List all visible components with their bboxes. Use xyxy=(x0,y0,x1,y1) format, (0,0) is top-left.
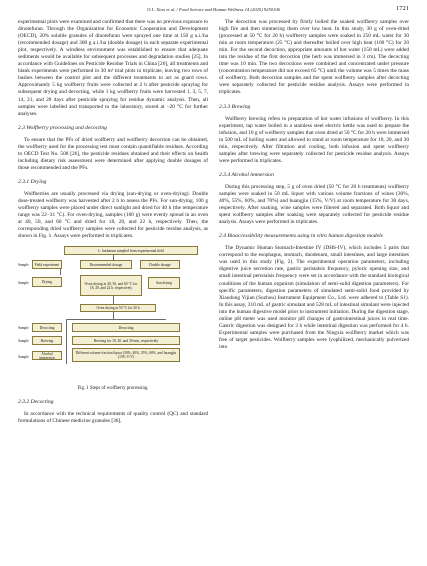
paragraph: The Dynamic Human Stomach-Intestine IV (DHS-IV), which includes 5 parts that correspond to the esophagus, stomach, duodenum, small intestines, and large intestines was used in this study (Fig. 2). The experimental operation parameters, including digestive juice secretion rate, gastric peristalsis frequency, pyloric opening size, and small intestinal peristalsis frequency were set in accordance with the standard biological conditions of the human organism (simulation of semi-solid digestion parameters). For specific parameters, digestion parameters of simulated semi-solid food provided by Xiaodong Yijian (Suzhou) Instrument Equipment Co., Ltd. were adhered to (Table S1). In this assay, 310 mL of gastric simulant and 528 mL of intestinal simulant were injected into the human digestive model prior to instrument initiation. During the digestion stage, online pH meter was used monitor pH changes of gastrointestinal juices in real time. Gastric digestion was designed for 3 h while intestinal digestion was performed for 4 h. Experimental samples were purchased from the Ningxia wolfberry market which was free of target pesticides. Wolfberry samples were lyophilized, mechanically pulverized into xyxy=(219,245,409,350)
sample-label: Sample xyxy=(18,326,29,331)
section-heading-2-3-2: 2.3.2 Decocting xyxy=(18,399,54,406)
two-column-body xyxy=(18,19,409,426)
flow-box-oven: Oven drying at 40, 50, and 60 °C for 18, 20, and 22 h, respectively xyxy=(80,275,142,296)
section-heading-2-3-4: 2.3.4 Alcohol immersion xyxy=(219,171,274,178)
sample-label: Sample xyxy=(18,263,29,268)
section-heading-2-4: 2.4 Bioaccessibility measurements using in vitro human digestion models xyxy=(219,233,383,240)
page-header xyxy=(18,4,409,16)
paragraph: experimental plots were examined and confirmed that there was no previous exposure to dinotefuran. Through the Organization for Economic Cooperation and Development (OECD), 20% soluble granules of dinotefuran were sprayed one time at 150 g a.i./ha (recommended dosage) and 300 g a.i./ha (double dosage) in each separate experimental plot, respectively. A windless environment was established to ensure that adequate sediments would be available for subsequent processes and degradation studies [25]. In accordance with Guidelines on Pesticide Residue Trials in China [26], all treatments and blank experiments were performed in 30 m² trial plots in triplicate, leaving two rows of bushes between the control plot and the different treatments to act as guard rows. Approximately 5 kg wolfberry fruits were collected at 2 h after pesticide spraying for subsequent drying and decocting, while 1 kg wolfberry fruits were harvested 1, 3, 5, 7, 14, 21, and 28 days after pesticide spraying for residue dynamic analysis. Then, all samples were labelled and transported to the laboratory, stored at −20 °C for further analyses. xyxy=(18,19,208,117)
section-heading-2-3-1: 2.3.1 Drying xyxy=(18,178,47,185)
flow-box-oven-50: Oven drying at 50 °C for 20 h xyxy=(80,304,156,312)
left-column xyxy=(18,19,208,426)
section-heading-2-3: 2.3 Wolfberry processing and decocting xyxy=(18,124,107,131)
connector xyxy=(113,296,114,304)
flow-box-decocting: Decocting xyxy=(72,323,180,332)
section-heading-2-3-3: 2.3.3 Brewing xyxy=(219,103,251,110)
figure-1-flowchart xyxy=(18,244,208,382)
flow-box-recommended: Recommended dosage xyxy=(80,260,132,269)
paragraph: In accordance with the technical requirements of quality control (QC) and standard formulations of Chinese medicine granules [36], xyxy=(18,411,208,425)
paragraph: During this processing step, 5 g of oven dried (50 °C for 20 h treatments) wolfberry samples were soaked in 50 mL liquor with various volume fractions of wines (30%, 40%, 55%, 60%, and 70%) and huangjiu (15%, V/V) at room temperature for 30 days, respectively. After soaking, wine samples were filtered and separated. Both liquor and spent wolfberry samples after soaking were separately collected for pesticide residue analysis. Assays were performed in triplicates. xyxy=(219,183,409,226)
paragraph: To ensure that the PFs of dried wolfberry and wolfberry decoction can be obtained, the wolfberry used for the processing test must contain quantifiable residues. According to OECD Test No. 508 [26], the pesticide residues obtained and their effects on health including dietary risk assessment were determined after applying double dosages of those recommended and the PFs. xyxy=(18,136,208,171)
sample-label: Sample xyxy=(18,355,29,360)
connector xyxy=(60,269,61,275)
flow-box-alcohol: Different volume fraction liquor (30%, 40%, 55%, 60%, and huangjiu (15% V/V) xyxy=(72,348,180,362)
flow-box-decocting-label: Decocting xyxy=(32,323,62,332)
flow-box-top: L. barbarum sampled from experimental field xyxy=(64,246,198,255)
page-number: 1721 xyxy=(396,5,409,12)
sample-label: Sample xyxy=(18,281,29,286)
flow-box-alcohol-label: Alcohol immersion xyxy=(32,351,62,360)
flow-box-brewing-label: Brewing xyxy=(32,336,62,345)
sample-label: Sample xyxy=(18,339,29,344)
flow-box-brewing: Brewing for 10, 20, and 30 min, respectively xyxy=(72,336,180,345)
flow-box-field: Field experiment xyxy=(32,260,62,269)
connector xyxy=(66,319,67,364)
journal-citation: O.L. Xiao et al. / Food Science and Human Wellness 14 (2025) 9250106 xyxy=(147,7,280,12)
flow-box-sun: Sun drying xyxy=(148,277,180,289)
paragraph: The decoction was processed by firstly boiled the soaked wolfberry samples over high fire and then simmering them over low heat. In this study, 30 g of oven-dried (processed at 50 °C for 20 h) wolfberry samples were soaked in 250 mL water for 30 min at room temperature (25 °C) and thereafter boiled over high heat (100 °C) for 20 min. For the second decoction, appropriate amounts of hot water (150 mL) were added into the residue of the first decoction (the herb was immersed in 3 cm). The decocting time was 10 min. The two decoctions were combined and concentrated under pressure (concentration temperature did not exceed 65 °C) until the volume was 5 times the mass of wolfberry. Both decoction samples and the spent wolfberry samples after decocting were separately collected for pesticide residue analysis. Assays were performed in triplicates. xyxy=(219,19,409,96)
flow-box-drying: Drying xyxy=(32,277,62,287)
paragraph: Wolfberry brewing refers to preparation of hot water infusions of wolfberry. In this experiment, tap water boiled in a stainless steel electric kettle was used to prepare the infusion, and 10 g of wolfberry samples that oven dried at 50 °C for 20 h were immersed in 500 mL of boiling water and allowed to stand at room temperature for 10, 20, and 30 min, respectively. After filtration and cooling, both infusion and spent wolfberry samples after brewing were separately collected for pesticide residue analysis. Assays were performed in triplicates. xyxy=(219,115,410,164)
figure-caption: Fig. 1 Steps of wolfberry processing. xyxy=(77,386,149,392)
paragraph: Wolfberries are usually processed via drying (sun-drying or oven-drying). Double dose-treated wolfberry was harvested after 2 h to assess the PFs. For sun-drying, 100 g wolfberry samples were placed under direct sunlight and dried for 40 h (the temperature range was 22−31 °C). For oven-drying, samples (100 g) were evenly spread in an oven at 40, 50, and 60 °C and dried for 18, 20, and 22 h, respectively. Then, the corresponding dried wolfberry samples were collected for pesticide residue analysis, as shown in Fig. 1. Assays were performed in triplicates. xyxy=(18,190,208,240)
flow-box-double: Double dosage xyxy=(140,260,180,269)
connector xyxy=(66,319,166,320)
connector xyxy=(113,312,114,319)
right-column xyxy=(219,19,409,426)
